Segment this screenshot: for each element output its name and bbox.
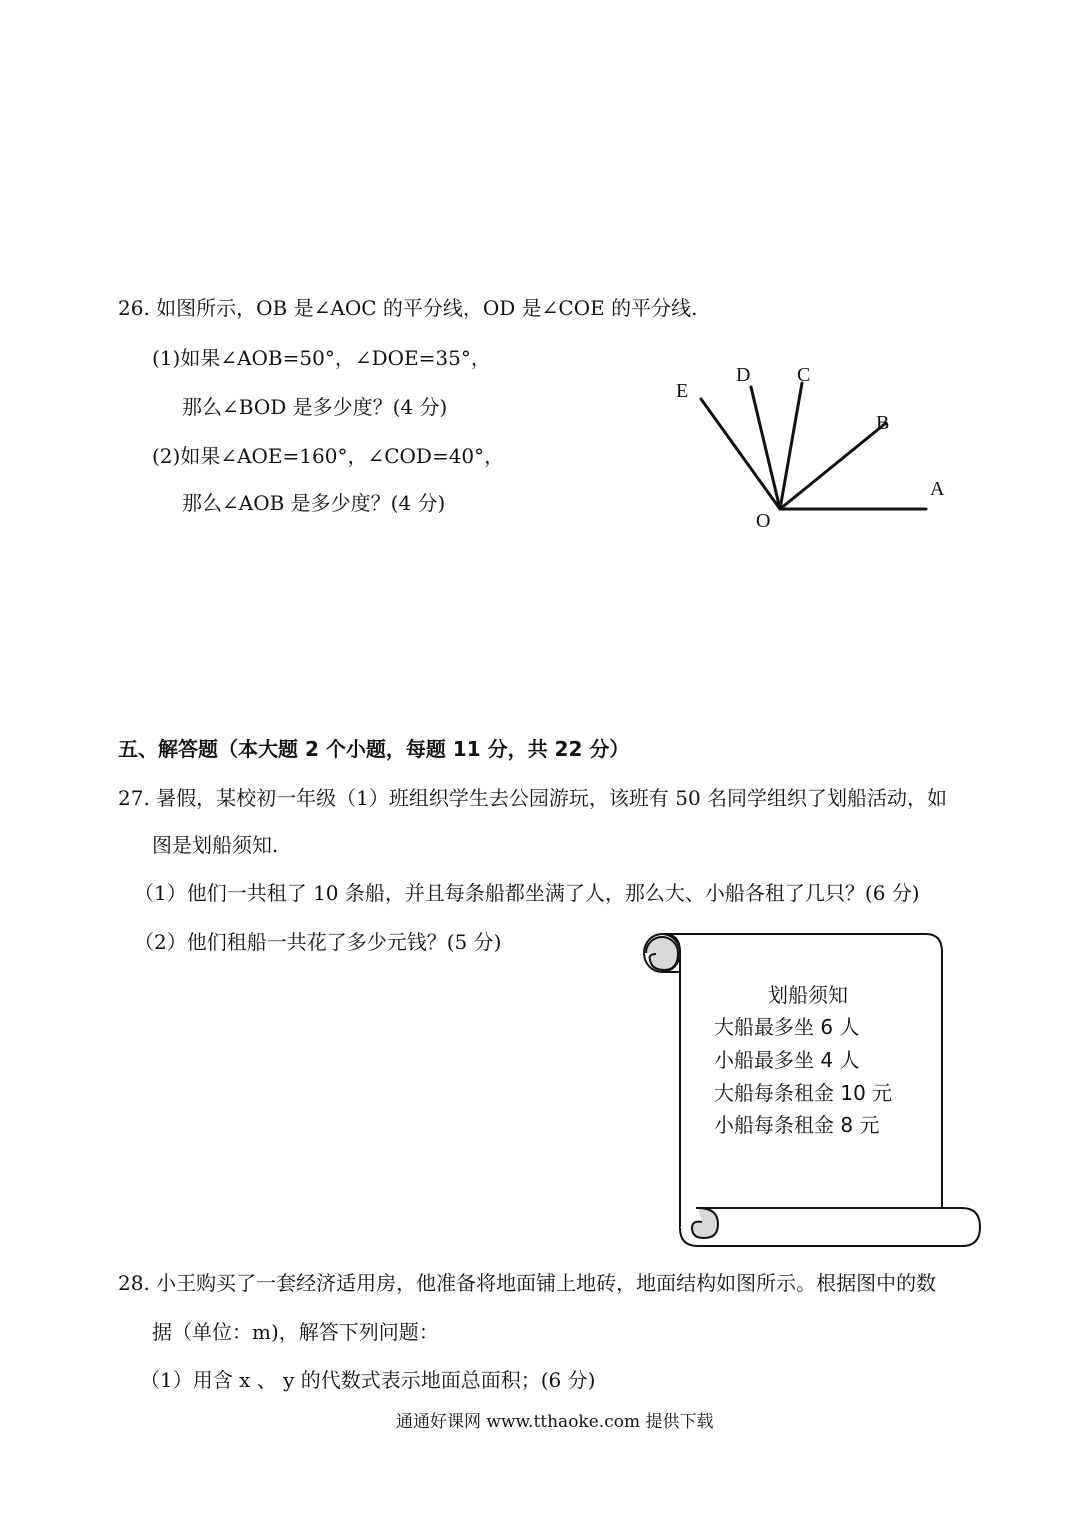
- q26-stem: 26. 如图所示，OB 是∠AOC 的平分线，OD 是∠COE 的平分线.: [118, 296, 698, 320]
- q26-part1-line2: 那么∠BOD 是多少度？(4 分): [182, 395, 448, 419]
- footer-download-note: 通通好课网 www.tthaoke.com 提供下载: [396, 1412, 714, 1432]
- section5-heading: 五、解答题（本大题 2 个小题，每题 11 分，共 22 分）: [118, 737, 630, 761]
- label-d: D: [736, 364, 751, 386]
- label-c: C: [797, 364, 811, 386]
- ray-oc: [780, 383, 802, 509]
- notice-title: 划船须知: [768, 983, 848, 1007]
- notice-line-1: 大船最多坐 6 人: [714, 1015, 860, 1039]
- q27-part2: （2）他们租船一共花了多少元钱？(5 分): [134, 930, 502, 954]
- notice-line-2: 小船最多坐 4 人: [714, 1048, 860, 1072]
- label-e: E: [676, 380, 689, 402]
- q27-part1: （1）他们一共租了 10 条船，并且每条船都坐满了人，那么大、小船各租了几只？(6 分): [134, 881, 920, 905]
- q27-stem-line2: 图是划船须知.: [152, 833, 279, 857]
- q26-part2-line1: (2)如果∠AOE=160°，∠COD=40°，: [152, 444, 505, 468]
- ray-ob: [780, 423, 886, 509]
- boat-notice-scroll: [636, 928, 986, 1250]
- q27-stem-line1: 27. 暑假，某校初一年级（1）班组织学生去公园游玩，该班有 50 名同学组织了划船活动，如: [118, 786, 948, 810]
- q26-part2-line2: 那么∠AOB 是多少度？(4 分): [182, 491, 446, 515]
- notice-line-3: 大船每条租金 10 元: [714, 1081, 893, 1105]
- q26-part1-line1: (1)如果∠AOB=50°，∠DOE=35°，: [152, 346, 491, 370]
- q28-part1: （1）用含 x 、 y 的代数式表示地面总面积；(6 分): [140, 1368, 596, 1392]
- label-a: A: [930, 478, 945, 500]
- q28-stem-line2: 据（单位：m)，解答下列问题：: [152, 1320, 439, 1344]
- angle-figure: [660, 355, 960, 540]
- label-b: B: [876, 412, 890, 434]
- q28-stem-line1: 28. 小王购买了一套经济适用房，他准备将地面铺上地砖，地面结构如图所示。根据图中的数: [118, 1271, 937, 1295]
- label-o: O: [756, 510, 771, 532]
- notice-line-4: 小船每条租金 8 元: [714, 1113, 880, 1137]
